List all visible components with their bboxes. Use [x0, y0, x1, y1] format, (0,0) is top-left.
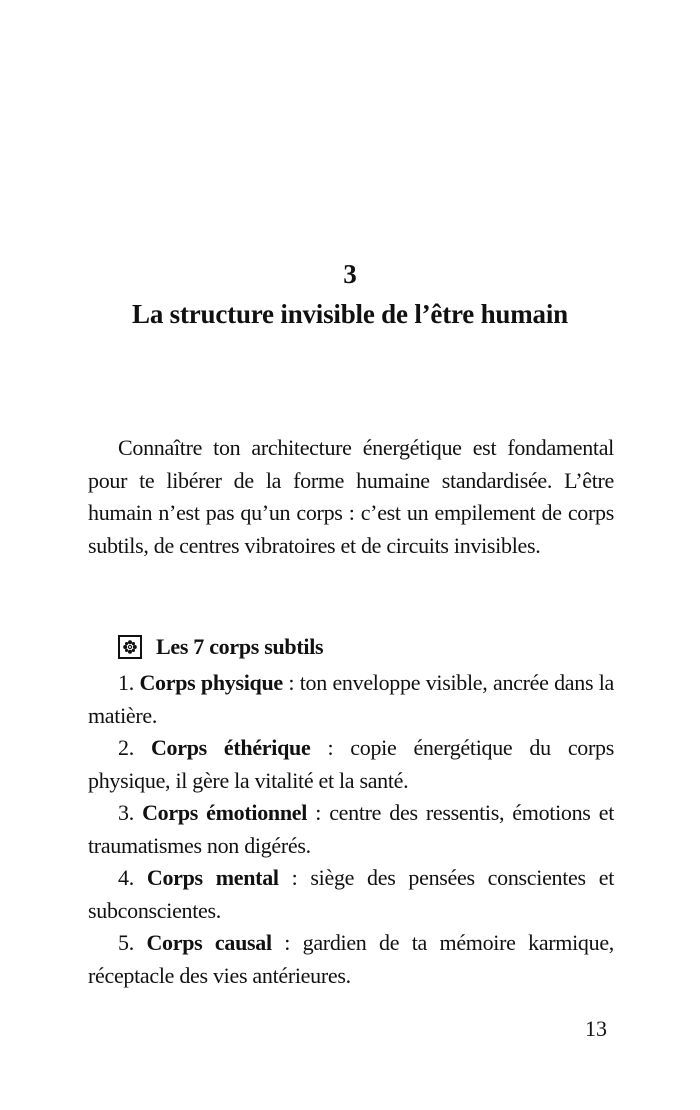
item-description: : centre des ressentis, émotions et traumatismes non digérés.: [88, 800, 615, 858]
item-description: : gardien de ta mémoire karmique, réceptacle des vies antérieures.: [88, 930, 614, 988]
item-description: : ton enveloppe visible, ancrée dans la matière.: [88, 670, 614, 728]
item-number: 1.: [118, 670, 134, 695]
item-description: : copie énergétique du corps physique, il gère la vitalité et la santé.: [88, 735, 614, 793]
item-term: Corps éthérique: [150, 735, 311, 760]
item-term: Corps physique: [139, 670, 283, 695]
item-number: 3.: [118, 800, 134, 825]
item-term: Corps causal: [146, 930, 272, 955]
page-number: 13: [585, 1016, 607, 1041]
item-number: 5.: [118, 930, 134, 955]
list-item: [88, 862, 614, 927]
chapter-title: La structure invisible de l’être humain: [132, 299, 568, 329]
list-item: [88, 667, 614, 732]
item-number: 2.: [118, 735, 134, 760]
section-heading-text: Les 7 corps subtils: [156, 634, 324, 659]
list-item: [88, 797, 614, 862]
subtle-bodies-list: [88, 667, 614, 992]
intro-paragraph: Connaître ton architecture énergétique est fondamental pour te libérer de la forme humaine standardisée. L’être humain n’est pas qu’un corps : c’est un empilement de corps subtils, de centres vibratoires et de circuits invisibles.: [88, 435, 614, 558]
flower-icon: [118, 635, 142, 659]
item-description: : siège des pensées conscientes et subconscientes.: [88, 865, 615, 923]
list-item: [88, 732, 614, 797]
item-number: 4.: [118, 865, 134, 890]
item-term: Corps émotionnel: [142, 800, 308, 825]
chapter-number: 3: [343, 259, 357, 289]
item-term: Corps mental: [146, 865, 279, 890]
list-item: [88, 927, 614, 992]
section-heading: [118, 632, 323, 662]
